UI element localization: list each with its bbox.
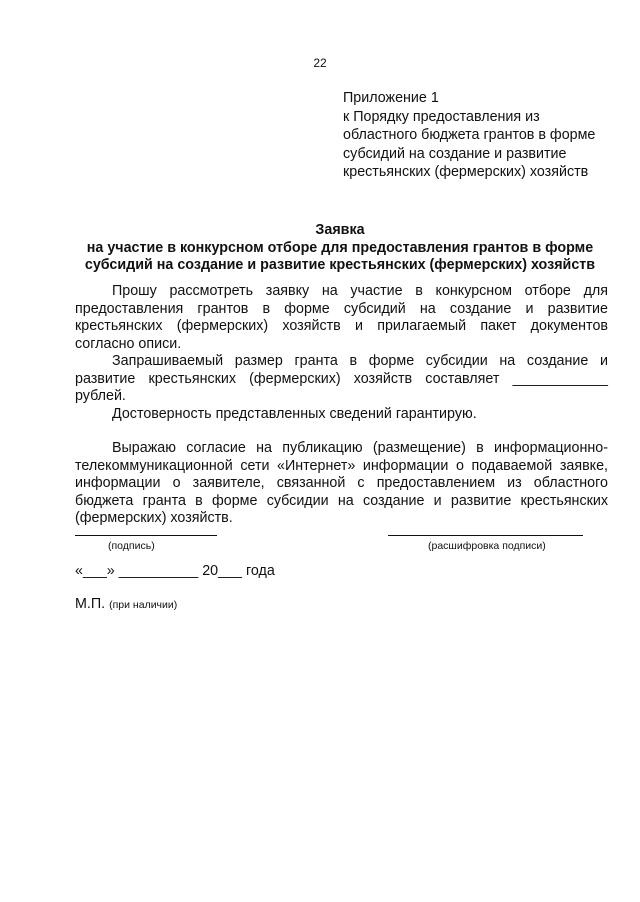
stamp-label: М.П. [75, 596, 106, 612]
annex-line: к Порядку предоставления из [343, 108, 540, 125]
paragraph-consent: Выражаю согласие на публикацию (размещение) в информационно-телекоммуникационной сети «Интернет» информации о подаваемой заявке, информации о заявителе, связанной с предоставлением из областного бюджета гранта в форме субсидии на создание и развитие крестьянских (фермерских) хозяйств. [75, 440, 608, 526]
signature-caption: (подпись) [108, 540, 155, 552]
signature-decode-caption: (расшифровка подписи) [428, 540, 546, 552]
paragraph-request: Прошу рассмотреть заявку на участие в конкурсном отборе для предоставления грантов в форме субсидий на создание и развитие крестьянских (фермерских) хозяйств и прилагаемый пакет документов согласно описи. [75, 283, 608, 352]
signature-decode-line [388, 535, 583, 536]
title-subline: субсидий на создание и развитие крестьянских (фермерских) хозяйств [84, 257, 596, 273]
annex-line: Приложение 1 [343, 90, 439, 106]
annex-line: субсидий на создание и развитие [343, 145, 567, 162]
annex-line: областного бюджета грантов в форме [343, 127, 596, 143]
annex-line: крестьянских (фермерских) хозяйств [343, 164, 589, 180]
paragraph-guarantee: Достоверность представленных сведений гарантирую. [112, 405, 477, 422]
signature-line [75, 535, 217, 536]
page-number: 22 [313, 56, 327, 70]
annex-block [343, 89, 603, 182]
title-heading: Заявка [315, 222, 365, 238]
paragraph-grant-amount: Запрашиваемый размер гранта в форме субсидии на создание и развитие крестьянских (фермерских) хозяйств составляет ____________ рублей. [75, 353, 608, 404]
stamp-mark [75, 596, 177, 612]
application-title [60, 222, 620, 275]
stamp-note: (при наличии) [109, 599, 178, 611]
date-line: «___» __________ 20___ года [75, 563, 275, 579]
application-body [75, 283, 608, 528]
title-subline: на участие в конкурсном отборе для предоставления грантов в форме [86, 239, 594, 256]
